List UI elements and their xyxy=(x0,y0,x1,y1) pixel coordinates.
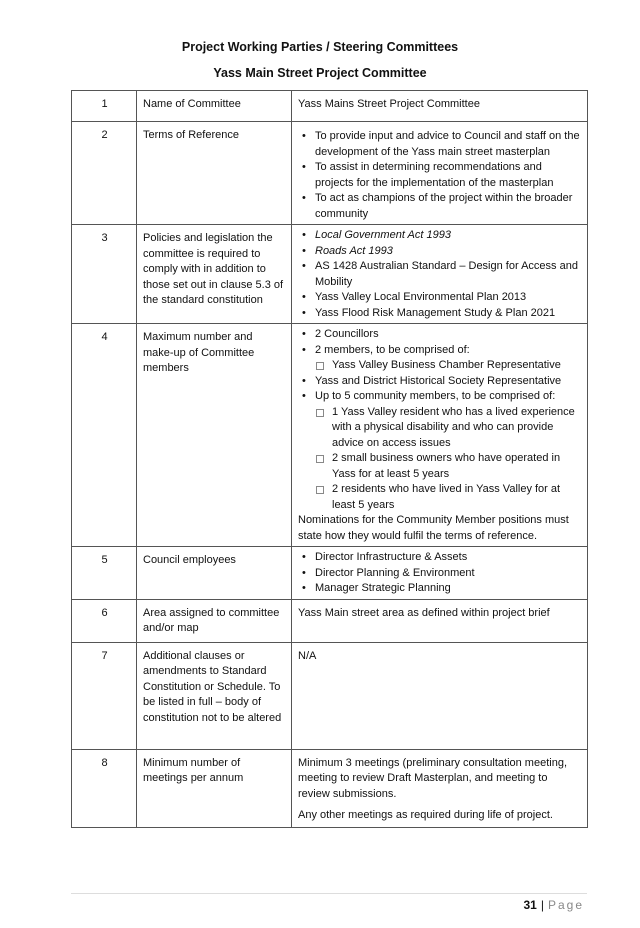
list-item: • 2 members, to be comprised of: xyxy=(298,343,582,359)
row-value xyxy=(292,122,588,225)
row-label: Minimum number of meetings per annum xyxy=(137,749,292,827)
row-value xyxy=(292,324,588,547)
list-item: • 2 Councillors xyxy=(298,327,582,343)
list-item: • AS 1428 Australian Standard – Design for Access and Mobility xyxy=(298,259,582,290)
row-number: 7 xyxy=(72,642,137,749)
meetings-text: Any other meetings as required during life of project. xyxy=(298,809,553,821)
list-item: • Up to 5 community members, to be comprised of: xyxy=(298,389,582,405)
table-row xyxy=(72,122,588,225)
row-number: 2 xyxy=(72,122,137,225)
list-item: • Manager Strategic Planning xyxy=(298,581,582,597)
row-number: 6 xyxy=(72,599,137,642)
row-value xyxy=(292,749,588,827)
table-row xyxy=(72,642,588,749)
row-number: 5 xyxy=(72,547,137,600)
row-number: 1 xyxy=(72,91,137,122)
sub-list-item: 1 Yass Valley resident who has a lived experience with a physical disability and who can provide advice on access issues xyxy=(298,405,582,452)
table-row xyxy=(72,91,588,122)
list-item: • To provide input and advice to Council and staff on the development of the Yass main street masterplan xyxy=(298,129,582,160)
meetings-text: Minimum 3 meetings (preliminary consultation meeting, meeting to review Draft Masterplan, and meeting to review submissions. xyxy=(298,756,567,800)
committee-title: Yass Main Street Project Committee xyxy=(213,66,427,80)
row-value: Yass Main street area as defined within project brief xyxy=(292,599,588,642)
footer-separator: | xyxy=(540,898,544,912)
page-number: 31 xyxy=(523,898,537,912)
list-item: • Yass Flood Risk Management Study & Plan 2021 xyxy=(298,306,582,322)
row-label: Council employees xyxy=(137,547,292,600)
list-item: • Director Planning & Environment xyxy=(298,566,582,582)
sub-list-item: Yass Valley Business Chamber Representative xyxy=(298,358,582,374)
page-footer xyxy=(523,898,584,912)
table-row xyxy=(72,599,588,642)
row-number: 4 xyxy=(72,324,137,547)
row-value xyxy=(292,547,588,600)
sub-list-item: 2 residents who have lived in Yass Valley for at least 5 years xyxy=(298,482,582,513)
list-item: • Yass Valley Local Environmental Plan 2013 xyxy=(298,290,582,306)
committee-table xyxy=(71,90,588,828)
row-label: Terms of Reference xyxy=(137,122,292,225)
list-item: • To act as champions of the project within the broader community xyxy=(298,191,582,222)
list-item: • Local Government Act 1993 xyxy=(298,228,582,244)
row-label: Policies and legislation the committee is required to comply with in addition to those set out in clause 5.3 of the standard constitution xyxy=(137,225,292,324)
table-row xyxy=(72,225,588,324)
row-label: Name of Committee xyxy=(137,91,292,122)
row-number: 3 xyxy=(72,225,137,324)
page-word: Page xyxy=(547,898,584,912)
row-value: N/A xyxy=(292,642,588,749)
sub-list-item: 2 small business owners who have operated in Yass for at least 5 years xyxy=(298,451,582,482)
row-label: Area assigned to committee and/or map xyxy=(137,599,292,642)
list-item: • To assist in determining recommendations and projects for the implementation of the masterplan xyxy=(298,160,582,191)
table-row xyxy=(72,749,588,827)
document-heading: Project Working Parties / Steering Committees xyxy=(181,40,459,54)
table-row xyxy=(72,547,588,600)
row-number: 8 xyxy=(72,749,137,827)
row-label: Additional clauses or amendments to Standard Constitution or Schedule. To be listed in full – body of constitution not to be altered xyxy=(137,642,292,749)
list-item: • Director Infrastructure & Assets xyxy=(298,550,582,566)
nomination-note: Nominations for the Community Member positions must state how they would fulfil the terms of reference. xyxy=(298,514,569,542)
footer-divider xyxy=(71,893,587,894)
list-item: • Yass and District Historical Society Representative xyxy=(298,374,582,390)
table-row xyxy=(72,324,588,547)
list-item: • Roads Act 1993 xyxy=(298,244,582,260)
row-value: Yass Mains Street Project Committee xyxy=(292,91,588,122)
row-label: Maximum number and make-up of Committee members xyxy=(137,324,292,547)
row-value xyxy=(292,225,588,324)
